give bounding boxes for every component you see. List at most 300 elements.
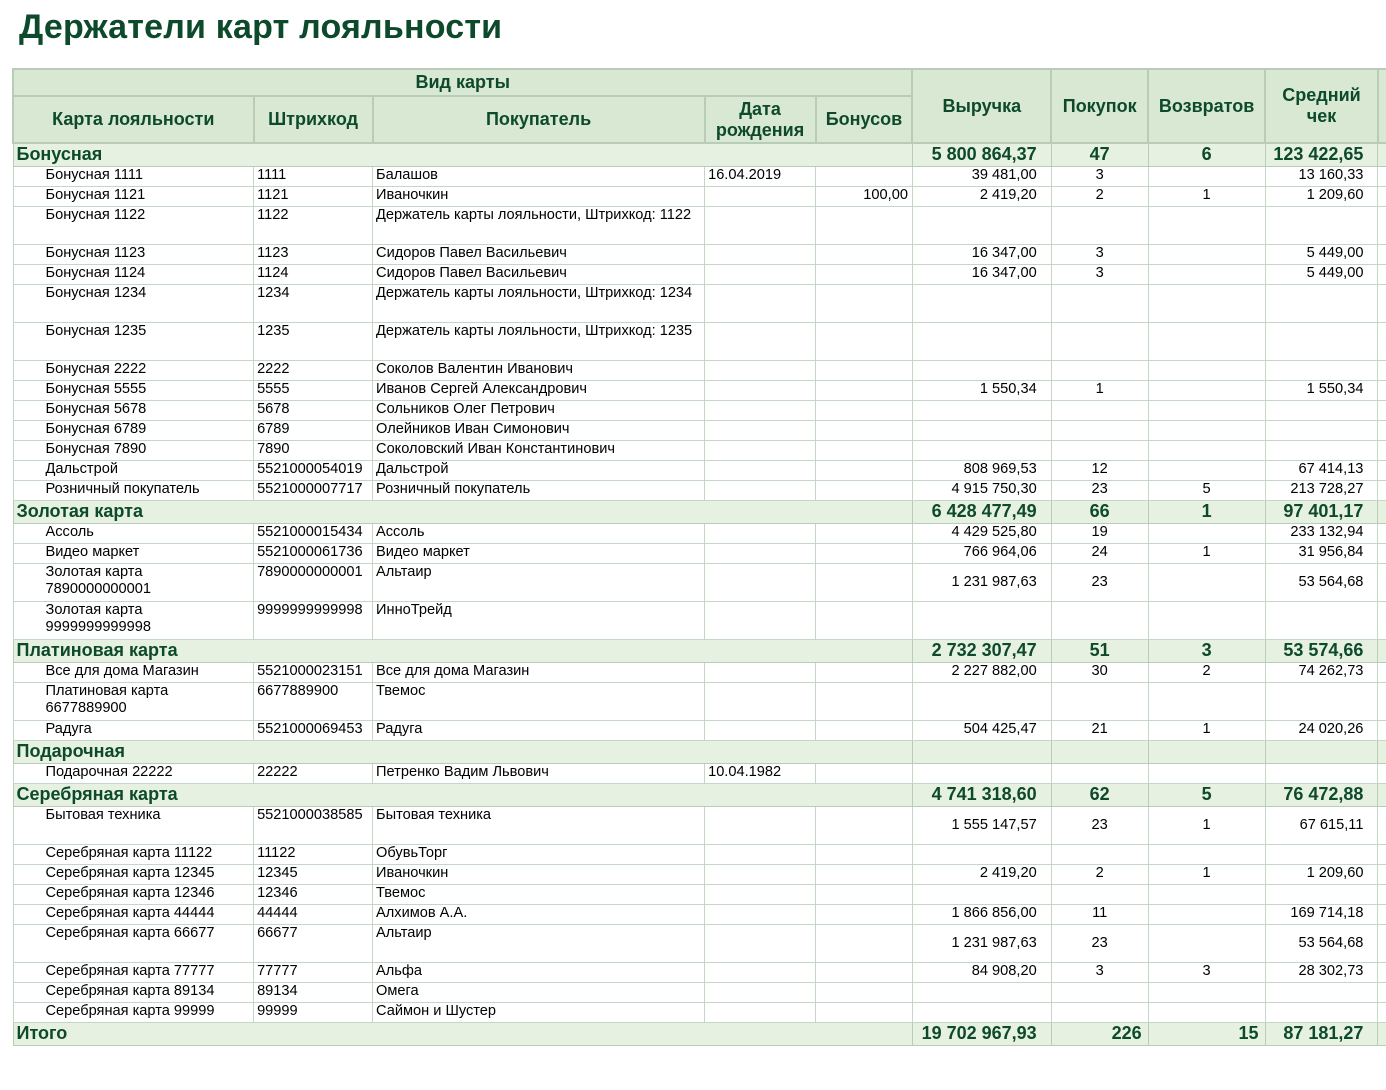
card-name: Серебряная карта 12345: [13, 864, 254, 884]
bonus: [816, 420, 913, 440]
revenue: 16 347,00: [912, 244, 1051, 264]
clipped-cell: [1378, 563, 1386, 601]
card-name: Золотая карта 7890000000001: [13, 563, 254, 601]
buyer: Держатель карты лояльности, Штрихкод: 1235: [373, 322, 705, 360]
clipped-cell: [1378, 380, 1386, 400]
buyer: Петренко Вадим Львович: [373, 763, 705, 783]
barcode: 5521000023151: [254, 662, 373, 682]
group-returns: 6: [1148, 143, 1265, 166]
clipped-cell: [1378, 662, 1386, 682]
purchases: 2: [1051, 186, 1148, 206]
purchases: [1051, 982, 1148, 1002]
table-row: [13, 563, 1386, 601]
buyer: Ассоль: [373, 523, 705, 543]
table-row: [13, 864, 1386, 884]
table-row: [13, 380, 1386, 400]
purchases: [1051, 440, 1148, 460]
clipped-cell: [1378, 206, 1386, 244]
group-revenue: 6 428 477,49: [912, 500, 1051, 523]
group-name: Бонусная: [13, 143, 912, 166]
returns: [1148, 264, 1265, 284]
header-card-type: Вид карты: [13, 69, 912, 96]
barcode: 5555: [254, 380, 373, 400]
purchases: [1051, 884, 1148, 904]
purchases: 21: [1051, 720, 1148, 740]
returns: [1148, 360, 1265, 380]
group-revenue: 2 732 307,47: [912, 639, 1051, 662]
returns: [1148, 206, 1265, 244]
clipped-cell: [1378, 440, 1386, 460]
total-returns: 15: [1148, 1022, 1265, 1045]
bonus: [816, 523, 913, 543]
card-name: Бонусная 7890: [13, 440, 254, 460]
returns: 1: [1148, 806, 1265, 844]
purchases: 24: [1051, 543, 1148, 563]
buyer: Дальстрой: [373, 460, 705, 480]
group-revenue: [912, 740, 1051, 763]
barcode: 22222: [254, 763, 373, 783]
barcode: 1234: [254, 284, 373, 322]
group-returns: 5: [1148, 783, 1265, 806]
returns: [1148, 166, 1265, 186]
clipped-cell: [1378, 962, 1386, 982]
bonus: [816, 460, 913, 480]
avg-check: 67 615,11: [1265, 806, 1378, 844]
returns: 1: [1148, 864, 1265, 884]
bonus: 100,00: [816, 186, 913, 206]
revenue: [912, 844, 1051, 864]
barcode: 1235: [254, 322, 373, 360]
purchases: 30: [1051, 662, 1148, 682]
returns: [1148, 244, 1265, 264]
returns: 1: [1148, 543, 1265, 563]
clipped-cell: [1378, 720, 1386, 740]
revenue: [912, 982, 1051, 1002]
purchases: 23: [1051, 563, 1148, 601]
clipped-cell: [1378, 601, 1386, 639]
card-name: Подарочная 22222: [13, 763, 254, 783]
clipped-cell: [1378, 500, 1386, 523]
avg-check: 1 550,34: [1265, 380, 1378, 400]
birth-date: [705, 523, 816, 543]
table-row: [13, 982, 1386, 1002]
returns: 1: [1148, 720, 1265, 740]
returns: [1148, 601, 1265, 639]
birth-date: [705, 264, 816, 284]
table-row: [13, 884, 1386, 904]
avg-check: 53 564,68: [1265, 563, 1378, 601]
barcode: 1122: [254, 206, 373, 244]
group-row: [13, 500, 1386, 523]
avg-check: [1265, 601, 1378, 639]
purchases: [1051, 360, 1148, 380]
barcode: 11122: [254, 844, 373, 864]
barcode: 5521000061736: [254, 543, 373, 563]
birth-date: [705, 563, 816, 601]
birth-date: [705, 322, 816, 360]
clipped-cell: [1378, 166, 1386, 186]
card-name: Бонусная 6789: [13, 420, 254, 440]
card-name: Бонусная 1122: [13, 206, 254, 244]
bonus: [816, 480, 913, 500]
bonus: [816, 166, 913, 186]
birth-date: [705, 244, 816, 264]
birth-date: [705, 962, 816, 982]
purchases: 1: [1051, 380, 1148, 400]
barcode: 12346: [254, 884, 373, 904]
clipped-cell: [1378, 284, 1386, 322]
table-row: [13, 662, 1386, 682]
table-row: [13, 480, 1386, 500]
birth-date: 16.04.2019: [705, 166, 816, 186]
group-avg-check: [1265, 740, 1378, 763]
header-loyalty-card: Карта лояльности: [13, 96, 254, 143]
header-bonus: Бонусов: [816, 96, 913, 143]
bonus: [816, 543, 913, 563]
buyer: Соколов Валентин Иванович: [373, 360, 705, 380]
revenue: 1 231 987,63: [912, 563, 1051, 601]
total-purchases: 226: [1051, 1022, 1148, 1045]
returns: [1148, 322, 1265, 360]
card-name: Ассоль: [13, 523, 254, 543]
buyer: Держатель карты лояльности, Штрихкод: 1234: [373, 284, 705, 322]
avg-check: 213 728,27: [1265, 480, 1378, 500]
card-name: Бонусная 2222: [13, 360, 254, 380]
clipped-cell: [1378, 400, 1386, 420]
buyer: Иванов Сергей Александрович: [373, 380, 705, 400]
revenue: 2 419,20: [912, 864, 1051, 884]
revenue: 808 969,53: [912, 460, 1051, 480]
purchases: [1051, 1002, 1148, 1022]
bonus: [816, 284, 913, 322]
revenue: [912, 682, 1051, 720]
barcode: 1123: [254, 244, 373, 264]
clipped-cell: [1378, 1002, 1386, 1022]
returns: [1148, 924, 1265, 962]
clipped-cell: [1378, 523, 1386, 543]
clipped-cell: [1378, 186, 1386, 206]
group-name: Серебряная карта: [13, 783, 912, 806]
card-name: Видео маркет: [13, 543, 254, 563]
revenue: [912, 360, 1051, 380]
barcode: 1124: [254, 264, 373, 284]
table-row: [13, 1002, 1386, 1022]
revenue: 16 347,00: [912, 264, 1051, 284]
header-barcode: Штрихкод: [254, 96, 373, 143]
group-row: [13, 639, 1386, 662]
revenue: 84 908,20: [912, 962, 1051, 982]
avg-check: [1265, 322, 1378, 360]
table-row: [13, 322, 1386, 360]
bonus: [816, 244, 913, 264]
barcode: 44444: [254, 904, 373, 924]
group-purchases: 66: [1051, 500, 1148, 523]
birth-date: [705, 440, 816, 460]
avg-check: 1 209,60: [1265, 186, 1378, 206]
clipped-cell: [1378, 143, 1386, 166]
clipped-cell: [1378, 806, 1386, 844]
revenue: [912, 763, 1051, 783]
buyer: Твемос: [373, 884, 705, 904]
bonus: [816, 763, 913, 783]
group-avg-check: 123 422,65: [1265, 143, 1378, 166]
group-avg-check: 76 472,88: [1265, 783, 1378, 806]
avg-check: [1265, 400, 1378, 420]
returns: [1148, 563, 1265, 601]
clipped-cell: [1378, 864, 1386, 884]
avg-check: [1265, 982, 1378, 1002]
clipped-cell: [1378, 904, 1386, 924]
bonus: [816, 264, 913, 284]
purchases: [1051, 400, 1148, 420]
buyer: Алхимов А.А.: [373, 904, 705, 924]
returns: [1148, 844, 1265, 864]
buyer: Олейников Иван Симонович: [373, 420, 705, 440]
group-returns: 1: [1148, 500, 1265, 523]
clipped-cell: [1378, 543, 1386, 563]
avg-check: 233 132,94: [1265, 523, 1378, 543]
birth-date: 10.04.1982: [705, 763, 816, 783]
avg-check: [1265, 284, 1378, 322]
card-name: Серебряная карта 99999: [13, 1002, 254, 1022]
table-row: [13, 206, 1386, 244]
revenue: 766 964,06: [912, 543, 1051, 563]
buyer: Радуга: [373, 720, 705, 740]
barcode: 5521000007717: [254, 480, 373, 500]
purchases: [1051, 763, 1148, 783]
table-row: [13, 904, 1386, 924]
clipped-cell: [1378, 460, 1386, 480]
header-buyer: Покупатель: [373, 96, 705, 143]
card-name: Серебряная карта 66677: [13, 924, 254, 962]
barcode: 5521000054019: [254, 460, 373, 480]
buyer: Омега: [373, 982, 705, 1002]
bonus: [816, 962, 913, 982]
purchases: 3: [1051, 264, 1148, 284]
table-row: [13, 284, 1386, 322]
table-row: [13, 763, 1386, 783]
purchases: 12: [1051, 460, 1148, 480]
revenue: 1 231 987,63: [912, 924, 1051, 962]
avg-check: 74 262,73: [1265, 662, 1378, 682]
purchases: [1051, 206, 1148, 244]
buyer: Держатель карты лояльности, Штрихкод: 1122: [373, 206, 705, 244]
avg-check: [1265, 884, 1378, 904]
barcode: 6677889900: [254, 682, 373, 720]
card-name: Серебряная карта 44444: [13, 904, 254, 924]
card-name: Бонусная 5555: [13, 380, 254, 400]
header-revenue: Выручка: [912, 69, 1051, 143]
table-row: [13, 844, 1386, 864]
purchases: 19: [1051, 523, 1148, 543]
avg-check: [1265, 360, 1378, 380]
avg-check: [1265, 440, 1378, 460]
revenue: [912, 601, 1051, 639]
revenue: [912, 420, 1051, 440]
report-body: [13, 143, 1386, 1045]
clipped-cell: [1378, 884, 1386, 904]
table-row: [13, 460, 1386, 480]
header-returns: Возвратов: [1148, 69, 1265, 143]
barcode: 66677: [254, 924, 373, 962]
purchases: 2: [1051, 864, 1148, 884]
avg-check: [1265, 682, 1378, 720]
birth-date: [705, 400, 816, 420]
loyalty-report-table: [12, 68, 1386, 1046]
avg-check: 31 956,84: [1265, 543, 1378, 563]
revenue: 2 227 882,00: [912, 662, 1051, 682]
barcode: 5678: [254, 400, 373, 420]
card-name: Все для дома Магазин: [13, 662, 254, 682]
card-name: Бонусная 1124: [13, 264, 254, 284]
birth-date: [705, 284, 816, 322]
card-name: Бонусная 1234: [13, 284, 254, 322]
buyer: Твемос: [373, 682, 705, 720]
header-clipped-column: [1378, 69, 1386, 143]
table-row: [13, 924, 1386, 962]
clipped-cell: [1378, 264, 1386, 284]
buyer: Иваночкин: [373, 864, 705, 884]
group-purchases: [1051, 740, 1148, 763]
returns: [1148, 884, 1265, 904]
birth-date: [705, 884, 816, 904]
barcode: 12345: [254, 864, 373, 884]
birth-date: [705, 543, 816, 563]
avg-check: 13 160,33: [1265, 166, 1378, 186]
group-revenue: 4 741 318,60: [912, 783, 1051, 806]
revenue: [912, 284, 1051, 322]
bonus: [816, 322, 913, 360]
bonus: [816, 806, 913, 844]
returns: 2: [1148, 662, 1265, 682]
purchases: [1051, 420, 1148, 440]
avg-check: 5 449,00: [1265, 244, 1378, 264]
birth-date: [705, 806, 816, 844]
bonus: [816, 400, 913, 420]
header-birth-date: Дата рождения: [705, 96, 816, 143]
birth-date: [705, 720, 816, 740]
card-name: Розничный покупатель: [13, 480, 254, 500]
revenue: [912, 400, 1051, 420]
group-avg-check: 53 574,66: [1265, 639, 1378, 662]
birth-date: [705, 844, 816, 864]
returns: [1148, 523, 1265, 543]
clipped-cell: [1378, 1022, 1386, 1045]
revenue: [912, 206, 1051, 244]
purchases: [1051, 601, 1148, 639]
purchases: 23: [1051, 480, 1148, 500]
avg-check: 67 414,13: [1265, 460, 1378, 480]
returns: 5: [1148, 480, 1265, 500]
avg-check: 53 564,68: [1265, 924, 1378, 962]
bonus: [816, 563, 913, 601]
table-row: [13, 523, 1386, 543]
table-row: [13, 440, 1386, 460]
barcode: 5521000038585: [254, 806, 373, 844]
returns: [1148, 1002, 1265, 1022]
avg-check: 5 449,00: [1265, 264, 1378, 284]
avg-check: 169 714,18: [1265, 904, 1378, 924]
avg-check: [1265, 1002, 1378, 1022]
bonus: [816, 440, 913, 460]
revenue: 1 550,34: [912, 380, 1051, 400]
bonus: [816, 884, 913, 904]
revenue: [912, 440, 1051, 460]
header-avg-check: Средний чек: [1265, 69, 1378, 143]
card-name: Бонусная 1235: [13, 322, 254, 360]
birth-date: [705, 206, 816, 244]
group-avg-check: 97 401,17: [1265, 500, 1378, 523]
card-name: Дальстрой: [13, 460, 254, 480]
returns: [1148, 440, 1265, 460]
purchases: [1051, 682, 1148, 720]
bonus: [816, 904, 913, 924]
buyer: Балашов: [373, 166, 705, 186]
returns: 3: [1148, 962, 1265, 982]
avg-check: [1265, 420, 1378, 440]
bonus: [816, 864, 913, 884]
group-returns: [1148, 740, 1265, 763]
revenue: [912, 1002, 1051, 1022]
group-revenue: 5 800 864,37: [912, 143, 1051, 166]
revenue: 1 555 147,57: [912, 806, 1051, 844]
purchases: 23: [1051, 924, 1148, 962]
table-row: [13, 166, 1386, 186]
clipped-cell: [1378, 244, 1386, 264]
buyer: Саймон и Шустер: [373, 1002, 705, 1022]
avg-check: 1 209,60: [1265, 864, 1378, 884]
revenue: 1 866 856,00: [912, 904, 1051, 924]
table-row: [13, 420, 1386, 440]
buyer: Сидоров Павел Васильевич: [373, 244, 705, 264]
bonus: [816, 982, 913, 1002]
buyer: Альфа: [373, 962, 705, 982]
table-row: [13, 601, 1386, 639]
table-row: [13, 400, 1386, 420]
buyer: Все для дома Магазин: [373, 662, 705, 682]
clipped-cell: [1378, 982, 1386, 1002]
group-purchases: 62: [1051, 783, 1148, 806]
birth-date: [705, 360, 816, 380]
avg-check: 28 302,73: [1265, 962, 1378, 982]
revenue: 4 915 750,30: [912, 480, 1051, 500]
buyer: Видео маркет: [373, 543, 705, 563]
clipped-cell: [1378, 360, 1386, 380]
bonus: [816, 206, 913, 244]
buyer: Сидоров Павел Васильевич: [373, 264, 705, 284]
header-purchases: Покупок: [1051, 69, 1148, 143]
card-name: Золотая карта 9999999999998: [13, 601, 254, 639]
revenue: 4 429 525,80: [912, 523, 1051, 543]
table-row: [13, 806, 1386, 844]
bonus: [816, 662, 913, 682]
returns: [1148, 982, 1265, 1002]
card-name: Бытовая техника: [13, 806, 254, 844]
birth-date: [705, 1002, 816, 1022]
purchases: [1051, 322, 1148, 360]
purchases: 11: [1051, 904, 1148, 924]
returns: [1148, 380, 1265, 400]
returns: [1148, 904, 1265, 924]
buyer: Соколовский Иван Константинович: [373, 440, 705, 460]
buyer: ОбувьТорг: [373, 844, 705, 864]
bonus: [816, 380, 913, 400]
returns: [1148, 682, 1265, 720]
birth-date: [705, 480, 816, 500]
total-row: [13, 1022, 1386, 1045]
revenue: [912, 884, 1051, 904]
card-name: Бонусная 1121: [13, 186, 254, 206]
